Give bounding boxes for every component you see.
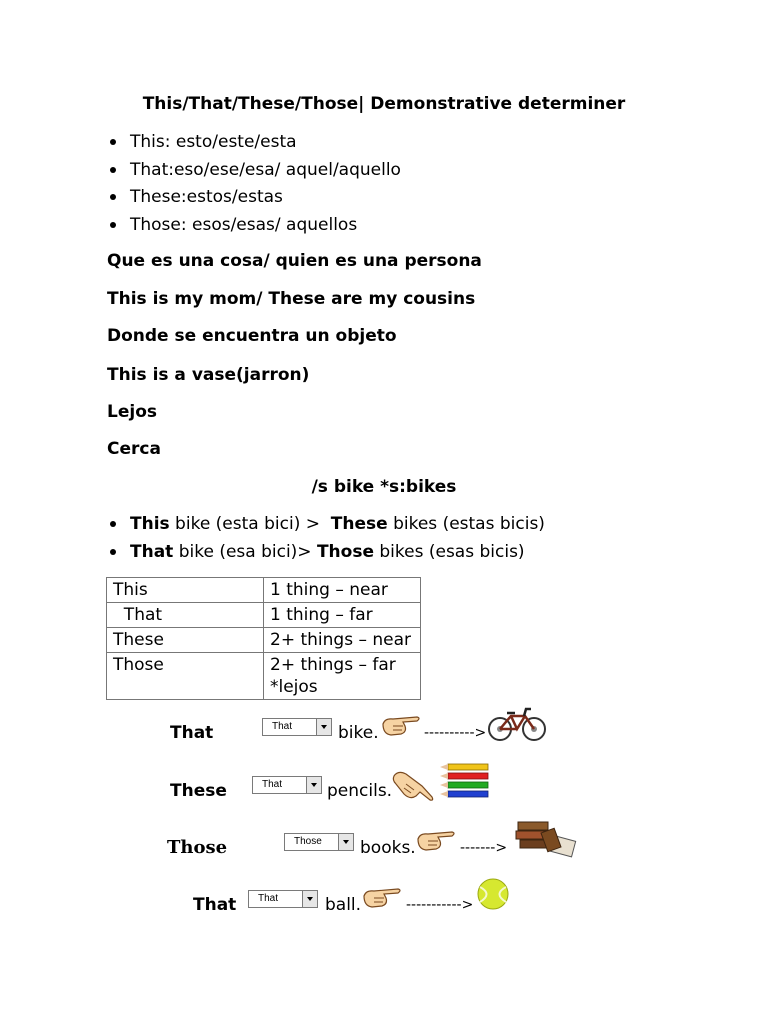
pointing-hand-icon [362,886,402,910]
determiner-select[interactable] [262,718,332,736]
noun-text: bike. [338,723,379,743]
books-icon [514,818,578,858]
chevron-down-icon[interactable] [316,719,331,735]
table-cell-word: This [107,578,264,603]
pointing-hand-down-icon [392,770,436,802]
exercise-label: These [170,781,227,801]
determiner-select[interactable] [252,776,322,794]
table-row [107,603,421,628]
noun-text: pencils. [327,781,393,801]
arrow-text: ----------> [424,725,487,741]
paragraph: This is a vase(jarron) [107,365,310,385]
select-value: That [262,779,283,790]
paragraph: Que es una cosa/ quien es una persona [107,251,482,271]
pointing-hand-icon [381,714,421,738]
table-row [107,578,421,603]
bicycle-icon [487,704,547,742]
table-cell-word: That [107,603,264,628]
list-item: That:eso/ese/esa/ aquel/aquello [130,160,401,188]
determiner-select[interactable] [248,890,318,908]
table-row [107,653,421,700]
table-cell-meaning: 2+ things – near [264,628,421,653]
pencils-icon [440,762,490,800]
table-cell-word: These [107,628,264,653]
list-item: That bike (esa bici)> Those bikes (esas bicis) [130,542,545,570]
paragraph: Cerca [107,439,161,459]
table-cell-meaning: 1 thing – far [264,603,421,628]
tennis-ball-icon [476,877,510,911]
document-title: This/That/These/Those| Demonstrative determiner [142,94,626,114]
list-item: This bike (esta bici) > These bikes (estas bicis) [130,514,545,542]
table-cell-word: Those [107,653,264,700]
table-cell-meaning: 1 thing – near [264,578,421,603]
table-cell-meaning: 2+ things – far *lejos [264,653,421,700]
noun-text: books. [360,838,416,858]
chevron-down-icon[interactable] [338,834,353,850]
select-value: That [258,893,279,904]
determiner-select[interactable] [284,833,354,851]
select-value: Those [294,836,322,847]
exercise-label: That [170,723,214,743]
exercise-label: Those [167,837,228,858]
paragraph: Donde se encuentra un objeto [107,326,397,346]
demonstrative-translation-list [130,132,401,242]
arrow-text: -----------> [406,897,474,913]
list-item: These:estos/estas [130,187,401,215]
pointing-hand-icon [416,829,456,853]
exercise-label: That [193,895,237,915]
demonstratives-table [106,577,421,700]
noun-text: ball. [325,895,362,915]
example-list [130,514,545,569]
chevron-down-icon[interactable] [302,891,317,907]
table-row [107,628,421,653]
paragraph: Lejos [107,402,157,422]
select-value: That [272,721,293,732]
plural-rule: /s bike *s:bikes [311,477,457,497]
list-item: Those: esos/esas/ aquellos [130,215,401,243]
paragraph: This is my mom/ These are my cousins [107,289,476,309]
arrow-text: -------> [460,840,508,856]
table-note: *lejos [270,677,318,697]
chevron-down-icon[interactable] [306,777,321,793]
list-item: This: esto/este/esta [130,132,401,160]
